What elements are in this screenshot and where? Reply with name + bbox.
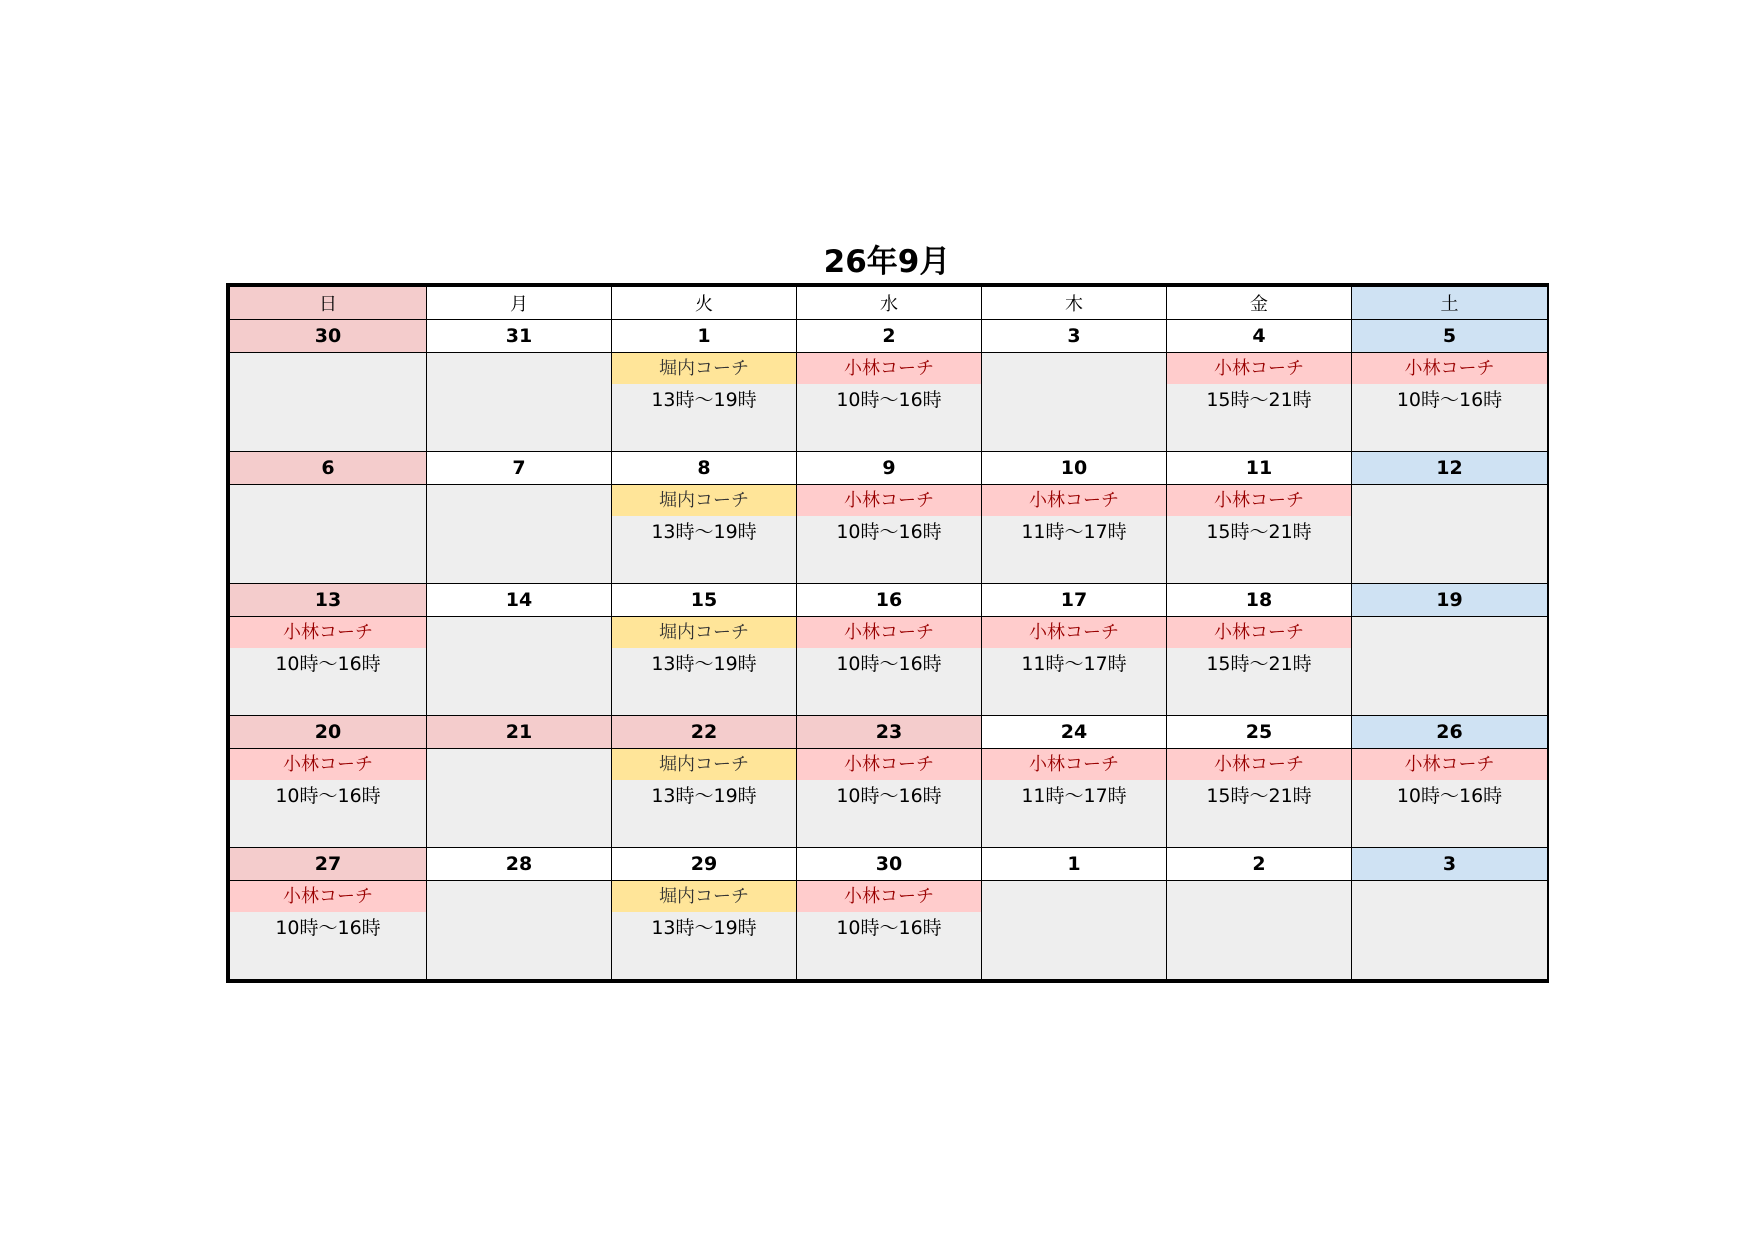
date-number: 6 xyxy=(230,452,426,484)
coach-label: 小林コーチ xyxy=(982,749,1166,780)
coach-label: 小林コーチ xyxy=(1352,749,1547,780)
time-slot: 15時～21時 xyxy=(1206,653,1312,675)
coach-label: 小林コーチ xyxy=(797,881,981,912)
coach-label: 小林コーチ xyxy=(1167,353,1351,384)
weekday-header: 日 xyxy=(230,287,426,319)
day-cell xyxy=(982,485,1166,583)
date-number: 7 xyxy=(427,452,611,484)
date-number: 1 xyxy=(612,320,796,352)
time-slot: 13時～19時 xyxy=(651,389,757,411)
time-slot: 10時～16時 xyxy=(275,653,381,675)
date-number: 29 xyxy=(612,848,796,880)
time-slot: 13時～19時 xyxy=(651,521,757,543)
time-slot: 10時～16時 xyxy=(1396,389,1503,411)
date-number: 30 xyxy=(797,848,981,880)
day-cell xyxy=(797,617,981,715)
day-cell xyxy=(797,749,981,847)
day-cell xyxy=(1167,881,1351,979)
day-cell xyxy=(230,617,426,715)
date-number: 3 xyxy=(1352,848,1547,880)
date-number: 15 xyxy=(612,584,796,616)
date-number: 10 xyxy=(982,452,1166,484)
coach-label: 小林コーチ xyxy=(230,749,426,780)
day-cell xyxy=(230,485,426,583)
time-slot: 11時～17時 xyxy=(1021,521,1127,543)
time-slot: 10時～16時 xyxy=(836,389,942,411)
coach-label: 小林コーチ xyxy=(1167,485,1351,516)
date-number: 19 xyxy=(1352,584,1547,616)
date-number: 24 xyxy=(982,716,1166,748)
time-slot: 10時～16時 xyxy=(275,917,381,939)
date-number: 22 xyxy=(612,716,796,748)
day-cell xyxy=(1167,485,1351,583)
time-slot: 10時～16時 xyxy=(1396,785,1503,807)
day-cell xyxy=(1352,353,1547,451)
coach-label: 小林コーチ xyxy=(797,353,981,384)
day-cell xyxy=(1352,749,1547,847)
coach-label: 堀内コーチ xyxy=(612,485,796,516)
date-number: 26 xyxy=(1352,716,1547,748)
day-cell xyxy=(612,749,796,847)
date-number: 17 xyxy=(982,584,1166,616)
date-number: 2 xyxy=(1167,848,1351,880)
day-cell xyxy=(982,749,1166,847)
time-slot: 10時～16時 xyxy=(836,653,942,675)
weekday-header: 土 xyxy=(1352,287,1547,319)
coach-label: 小林コーチ xyxy=(797,485,981,516)
day-cell xyxy=(612,485,796,583)
coach-label: 小林コーチ xyxy=(797,617,981,648)
day-cell xyxy=(1352,881,1547,979)
day-cell xyxy=(427,485,611,583)
time-slot: 15時～21時 xyxy=(1206,389,1312,411)
day-cell xyxy=(1167,749,1351,847)
day-cell xyxy=(612,353,796,451)
date-number: 11 xyxy=(1167,452,1351,484)
day-cell xyxy=(230,749,426,847)
day-cell xyxy=(230,881,426,979)
monthly-calendar xyxy=(226,283,1549,983)
day-cell xyxy=(797,485,981,583)
date-number: 21 xyxy=(427,716,611,748)
day-cell xyxy=(982,617,1166,715)
time-slot: 10時～16時 xyxy=(836,917,942,939)
date-number: 28 xyxy=(427,848,611,880)
date-number: 1 xyxy=(982,848,1166,880)
date-number: 12 xyxy=(1352,452,1547,484)
day-cell xyxy=(1167,617,1351,715)
weekday-header: 木 xyxy=(982,287,1166,319)
time-slot: 11時～17時 xyxy=(1021,785,1127,807)
coach-label: 小林コーチ xyxy=(797,749,981,780)
time-slot: 10時～16時 xyxy=(836,521,942,543)
coach-label: 堀内コーチ xyxy=(612,617,796,648)
day-cell xyxy=(612,881,796,979)
time-slot: 10時～16時 xyxy=(275,785,381,807)
day-cell xyxy=(797,881,981,979)
time-slot: 13時～19時 xyxy=(651,785,757,807)
day-cell xyxy=(612,617,796,715)
date-number: 31 xyxy=(427,320,611,352)
date-number: 5 xyxy=(1352,320,1547,352)
time-slot: 13時～19時 xyxy=(651,653,757,675)
coach-label: 小林コーチ xyxy=(982,617,1166,648)
weekday-header: 水 xyxy=(797,287,981,319)
date-number: 2 xyxy=(797,320,981,352)
coach-label: 小林コーチ xyxy=(230,617,426,648)
time-slot: 15時～21時 xyxy=(1206,785,1312,807)
date-number: 3 xyxy=(982,320,1166,352)
day-cell xyxy=(427,881,611,979)
date-number: 8 xyxy=(612,452,796,484)
coach-label: 小林コーチ xyxy=(1167,617,1351,648)
day-cell xyxy=(427,749,611,847)
date-number: 23 xyxy=(797,716,981,748)
date-number: 30 xyxy=(230,320,426,352)
date-number: 25 xyxy=(1167,716,1351,748)
day-cell xyxy=(1352,617,1547,715)
day-cell xyxy=(982,881,1166,979)
time-slot: 11時～17時 xyxy=(1021,653,1127,675)
date-number: 18 xyxy=(1167,584,1351,616)
date-number: 13 xyxy=(230,584,426,616)
time-slot: 13時～19時 xyxy=(651,917,757,939)
date-number: 9 xyxy=(797,452,981,484)
day-cell xyxy=(982,353,1166,451)
date-number: 16 xyxy=(797,584,981,616)
day-cell xyxy=(1167,353,1351,451)
coach-label: 堀内コーチ xyxy=(612,749,796,780)
day-cell xyxy=(1352,485,1547,583)
date-number: 14 xyxy=(427,584,611,616)
time-slot: 15時～21時 xyxy=(1206,521,1312,543)
coach-label: 小林コーチ xyxy=(1167,749,1351,780)
day-cell xyxy=(797,353,981,451)
weekday-header: 金 xyxy=(1167,287,1351,319)
day-cell xyxy=(427,617,611,715)
coach-label: 堀内コーチ xyxy=(612,881,796,912)
time-slot: 10時～16時 xyxy=(836,785,942,807)
day-cell xyxy=(427,353,611,451)
weekday-header: 火 xyxy=(612,287,796,319)
coach-label: 小林コーチ xyxy=(230,881,426,912)
calendar-title: 26年9月 xyxy=(823,244,951,280)
day-cell xyxy=(230,353,426,451)
weekday-header: 月 xyxy=(427,287,611,319)
date-number: 20 xyxy=(230,716,426,748)
coach-label: 小林コーチ xyxy=(982,485,1166,516)
date-number: 27 xyxy=(230,848,426,880)
coach-label: 堀内コーチ xyxy=(612,353,796,384)
coach-label: 小林コーチ xyxy=(1352,353,1547,384)
date-number: 4 xyxy=(1167,320,1351,352)
